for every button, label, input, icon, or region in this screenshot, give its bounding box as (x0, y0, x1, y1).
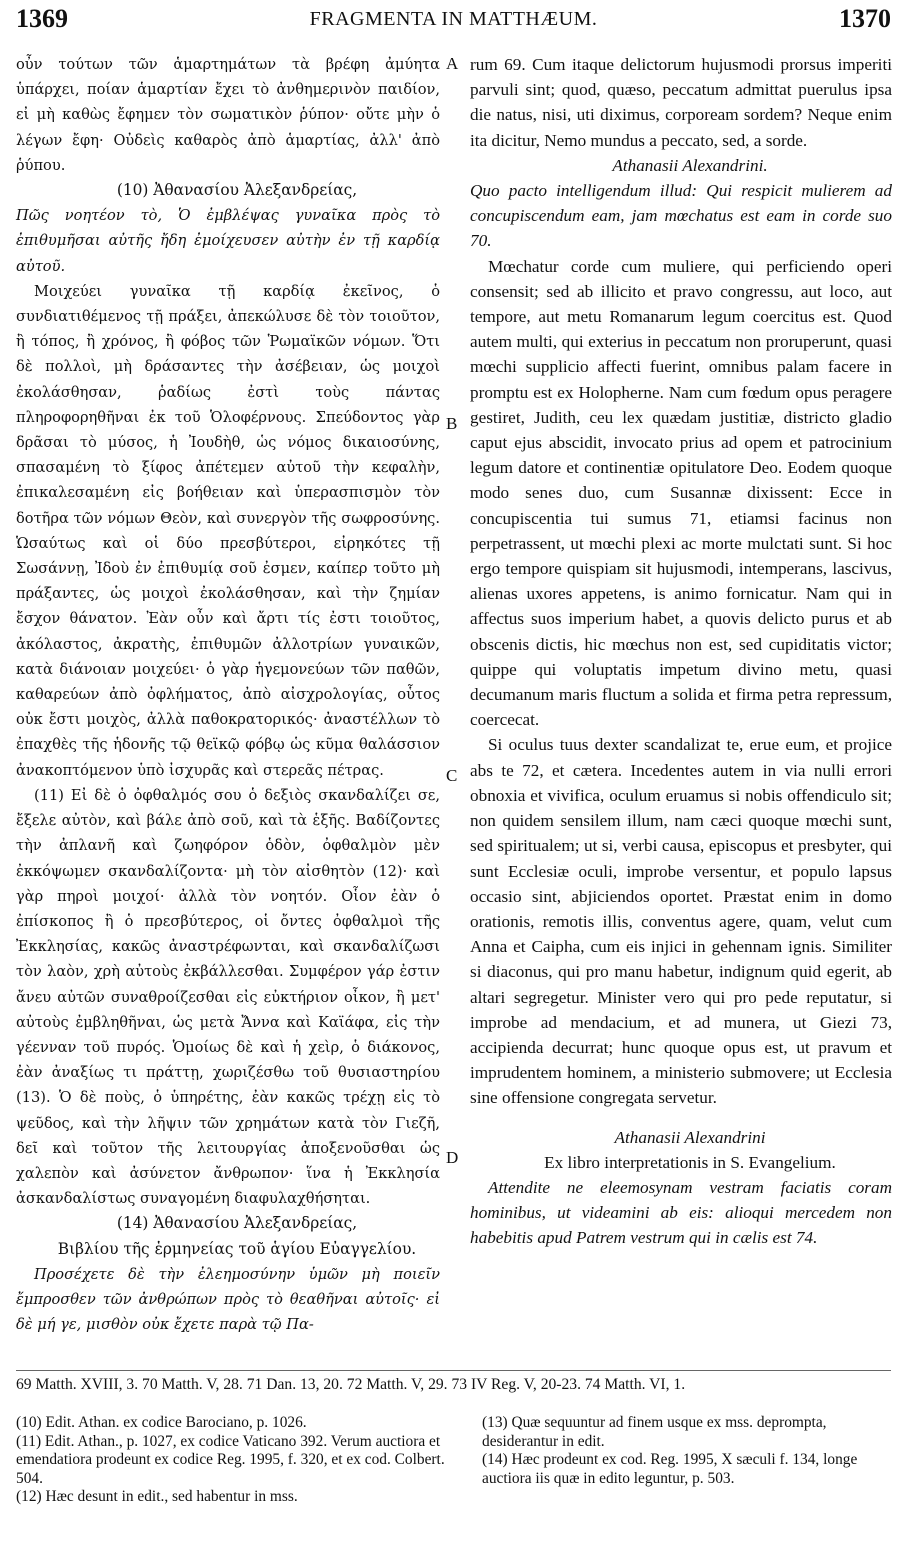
section-heading: (14) Ἀθανασίου Ἀλεξανδρείας, (116, 1214, 358, 1233)
footnotes-right (482, 1414, 892, 1488)
section-heading: (10) Ἀθανασίου Ἀλεξανδρείας, (116, 181, 358, 200)
section-question: Πῶς νοητέον τὸ, Ὁ ἐμβλέψας γυναῖκα πρὸς τὸ ἐπιθυμῆσαι αὐτῆς ἤδη ἐμοίχευσεν αὐτὴν ἐν τῇ καρδίᾳ αὐτοῦ. (16, 207, 440, 275)
latin-paragraph: Attendite ne eleemosynam vestram faciatis coram hominibus, ut videamini ab eis: alioqui mercedem non habebitis apud Patrem vestrum qui in cælis est 74. (470, 1177, 892, 1248)
greek-column (16, 52, 440, 1337)
scripture-references: 69 Matth. XVIII, 3. 70 Matth. V, 28. 71 Dan. 13, 20. 72 Matth. V, 29. 73 IV Reg. V, 20-23. 74 Matth. VI, 1. (16, 1370, 891, 1395)
section-heading: Athanasii Alexandrini (614, 1127, 766, 1147)
section-subheading: Βιβλίου τῆς ἑρμηνείας τοῦ ἁγίου Εὐαγγελίου. (57, 1239, 417, 1258)
footnote: (12) Hæc desunt in edit., sed habentur in mss. (16, 1488, 298, 1505)
margin-letter-d: D (446, 1148, 459, 1167)
page-header (16, 4, 891, 44)
section-heading: Athanasii Alexandrini. (612, 155, 768, 175)
margin-letter-c: C (446, 766, 458, 785)
latin-paragraph: Mœchatur corde cum muliere, qui perficiendo operi consensit; sed ab illicito et pravo congressu, aut loco, aut tempore, aut metu Romanarum legum coercitus est. Quod autem multi, qui exterius in peccatum non proruperunt, quasi mœchi supplicio affecti fuerint, omnibus palam facere in promptu est ex Holopherne. Nam cum fœdum opus peragere gestiret, Judith, ceu lex quædam justitiæ, districto gladio caput ejus abscidit, invocato prius ad opem et patrocinium legum datore et continentiæ opitulatore Deo. Eodem quoque modo senes duo, cum Susannæ dixissent: Ecce in concupiscentia tui sumus 71, etiamsi facinus non perpetrassent, ut mœchi plexi ac morte mulctati sunt. Si hoc ergo tempore quispiam sit hujusmodi, intemperans, lascivus, alienas uxores appetens, is animo fornicatur. Nam qui in affectus suos imperium habet, a quovis delicto purus et ab obscenis dictis, hic mœchus non est, sed cupiditatis victor; quippe qui voluptatis impetum divino metu, quasi decumanum maris fluctum a solida et firma petra repressum, coercecat. (470, 256, 892, 730)
footnote: (13) Quæ sequuntur ad finem usque ex mss. deprompta, desiderantur in edit. (482, 1414, 827, 1450)
margin-letter-b: B (446, 414, 458, 433)
section-subheading: Ex libro interpretationis in S. Evangelium. (544, 1152, 836, 1172)
page-number-right: 1370 (839, 4, 891, 33)
latin-paragraph: rum 69. Cum itaque delictorum hujusmodi prorsus imperiti parvuli sint; quod, quæso, peccatum admittat puerulus ipsa die natus, nisi, uti diximus, corpoream sordem? Neque enim ita dicitur, Nemo mundus a peccato, sed, a sorde. (470, 55, 892, 150)
footnote: (10) Edit. Athan. ex codice Barociano, p. 1026. (16, 1414, 307, 1431)
latin-column (470, 52, 892, 1251)
greek-paragraph: οὖν τούτων τῶν ἁμαρτημάτων τὰ βρέφη ἀμύητα ὑπάρχει, ποίαν ἁμαρτίαν ἔχει τὸ ἀνθημερινὸν παιδίον, εἰ μὴ καθὼς ἔφημεν τὸν σωματικὸν ῥύπον· οὔτε μὴν ὁ λέγων ἔφη· Οὐδεὶς καθαρὸς ἀπὸ ἁμαρτίας, ἀλλ' ἀπὸ ῥύπου. (16, 56, 440, 174)
footnote: (14) Hæc prodeunt ex cod. Reg. 1995, X sæculi f. 134, longe auctiora iis quæ in edito leguntur, p. 503. (482, 1451, 858, 1487)
page-number-left: 1369 (16, 4, 68, 33)
greek-paragraph: (11) Εἰ δὲ ὁ ὀφθαλμός σου ὁ δεξιὸς σκανδαλίζει σε, ἔξελε αὐτὸν, καὶ βάλε ἀπὸ σοῦ, καὶ τὰ ἑξῆς. Βαδίζοντες τὴν ἀπλανῆ καὶ ζωηφόρον ὁδὸν, ὀφθαλμὸν μὲν ἐκκόψωμεν σκανδαλίζοντα· μὴ τὸν αἰσθητὸν (12)· καὶ γὰρ πηροὶ μοιχοί· ἀλλὰ τὸν νοητόν. Οἷον ἐὰν ὁ ἐπίσκοπος ἢ ὁ πρεσβύτερος, οἱ ὄντες ὀφθαλμοὶ τῆς Ἐκκλησίας, κακῶς ἀναστρέφωνται, καὶ σκανδαλίζωσι τὸν λαὸν, χρὴ αὐτοὺς ἐκβάλλεσθαι. Συμφέρον γάρ ἐστιν ἄνευ αὐτῶν συναθροίζεσθαι εἰς εὐκτήριον οἶκον, ἢ μετ' αὐτοὺς ἐμβληθῆναι, ὡς μετὰ Ἄννα καὶ Καϊάφα, εἰς τὴν γέενναν τοῦ πυρός. Ὁμοίως δὲ καὶ ἡ χεὶρ, ὁ διάκονος, ἐὰν ἀναξίως τι πράττῃ, χωριζέσθω τοῦ θυσιαστηρίου (13). Ὁ δὲ ποὺς, ὁ ὑπηρέτης, ἐὰν κακῶς τρέχῃ εἰς τὸ ψεῦδος, καὶ τὴν λῆψιν τῶν χρημάτων κατὰ τὸν Γιεζῆ, δεῖ καὶ τοῦτον τῆς λειτουργίας ἀποξενοῦσθαι ὡς χαλεπὸν καὶ ἀσύνετον ἄνθρωπον· ἵνα ἡ Ἐκκλησία ἀσκανδαλίστως συναγομένη διαφυλαχθήσηται. (16, 786, 440, 1208)
margin-letter-a: A (446, 54, 459, 73)
latin-paragraph: Si oculus tuus dexter scandalizat te, erue eum, et projice abs te 72, et cætera. Incedentes autem in via nulli errori obnoxia et vivifica, oculum eruamus si nobis offendiculo sit; non quidem sensilem illum, nam cæci quoque mœchi sunt, sed spiritualem; ut si, verbi causa, episcopus et presbyter, qui sunt Ecclesiæ oculi, improbe versentur, et populo lapsus occasio sint, abjiciendos oportet. Præstat enim in domo orationis, remotis illis, conventus agere, quam, velut cum Anna et Caipha, cum eis injici in gehennam ignis. Similiter si diaconus, qui pro manu habetur, indignum quid egerit, ab altari segregetur. Minister vero qui pro pede reputatur, si improbe ad mendacium, et ad munera, ut Giezi 73, accipienda decurrat; hunc quoque opus est, ut pravum et imprudentem hominem, a ministerio submovere; ut Ecclesia sine offensione congregata servetur. (470, 735, 892, 1108)
footnote: (11) Edit. Athan., p. 1027, ex codice Vaticano 392. Verum auctiora et emendatiora prodeunt ex codice Reg. 1995, f. 320, et ex cod. Colbert. 504. (16, 1432, 445, 1487)
footnotes-left (16, 1414, 446, 1507)
greek-paragraph: Μοιχεύει γυναῖκα τῇ καρδίᾳ ἐκεῖνος, ὁ συνδιατιθέμενος τῇ πράξει, ἀπεκώλυσε δὲ τὸν τοιοῦτον, ἢ τόπος, ἢ χρόνος, ἢ φόβος τῶν Ῥωμαϊκῶν νόμων. Ὅτι δὲ πολλοὶ, μὴ δράσαντες τὴν ἀσέβειαν, ὡς μοιχοὶ ἐκολάσθησαν, ῥαδίως ἐστὶ τοὺς πάντας πληροφορηθῆναι ἐκ τοῦ Ὁλοφέρνους. Σπεύδοντος γὰρ δρᾶσαι τὸ μύσος, ἡ Ἰουδὴθ, ὡς νόμος δικαιοσύνης, σπασαμένη τὸ ξίφος ἀπέτεμεν αὐτοῦ τὴν κεφαλὴν, ἐπικαλεσαμένη εἰς βοήθειαν καὶ ὑπερασπισμὸν τὸν δοτῆρα τῶν νόμων Θεὸν, καὶ συνεργὸν τῆς σωφροσύνης. Ὡσαύτως καὶ οἱ δύο πρεσβύτεροι, εἰρηκότες τῇ Σωσάννῃ, Ἰδοὺ ἐν ἐπιθυμίᾳ σοῦ ἐσμεν, καίπερ τοῦτο μὴ πράξαντες, ὡς μοιχοὶ ἐκολάσθησαν, καὶ τὴν ζημίαν ἔσχον θάνατον. Ἐὰν οὖν καὶ ἄρτι τίς ἐστι τοιοῦτος, ἀκόλαστος, ἀκρατὴς, ἐπιθυμῶν ἀλλοτρίων γυναικῶν, κατὰ διάνοιαν μοιχεύει· ὁ γὰρ ἡγεμονεύων τῶν παθῶν, καθαρεύων ἀπὸ ὀφλήματος, ἀπὸ αἰσχρολογίας, οὗτος οὐκ ἔστι μοιχὸς, ἀλλὰ παθοκρατορικός· ἀναστέλλων τὸ ἐπαχθὲς τῆς ἡδονῆς τῷ θεϊκῷ φόβῳ ὡς κῦμα θαλάσσιον ἀνακοπτόμενον ὑπὸ ἰσχυρᾶς καὶ στερεᾶς πέτρας. (16, 282, 440, 779)
section-question: Quo pacto intelligendum illud: Qui respicit mulierem ad concupiscendum eam, jam mœchatus est eam in corde suo 70. (470, 181, 892, 251)
running-title: FRAGMENTA IN MATTHÆUM. (309, 8, 598, 30)
greek-paragraph: Προσέχετε δὲ τὴν ἐλεημοσύνην ὑμῶν μὴ ποιεῖν ἔμπροσθεν τῶν ἀνθρώπων πρὸς τὸ θεαθῆναι αὐτοῖς· εἰ δὲ μή γε, μισθὸν οὐκ ἔχετε παρὰ τῷ Πα- (16, 1265, 440, 1334)
